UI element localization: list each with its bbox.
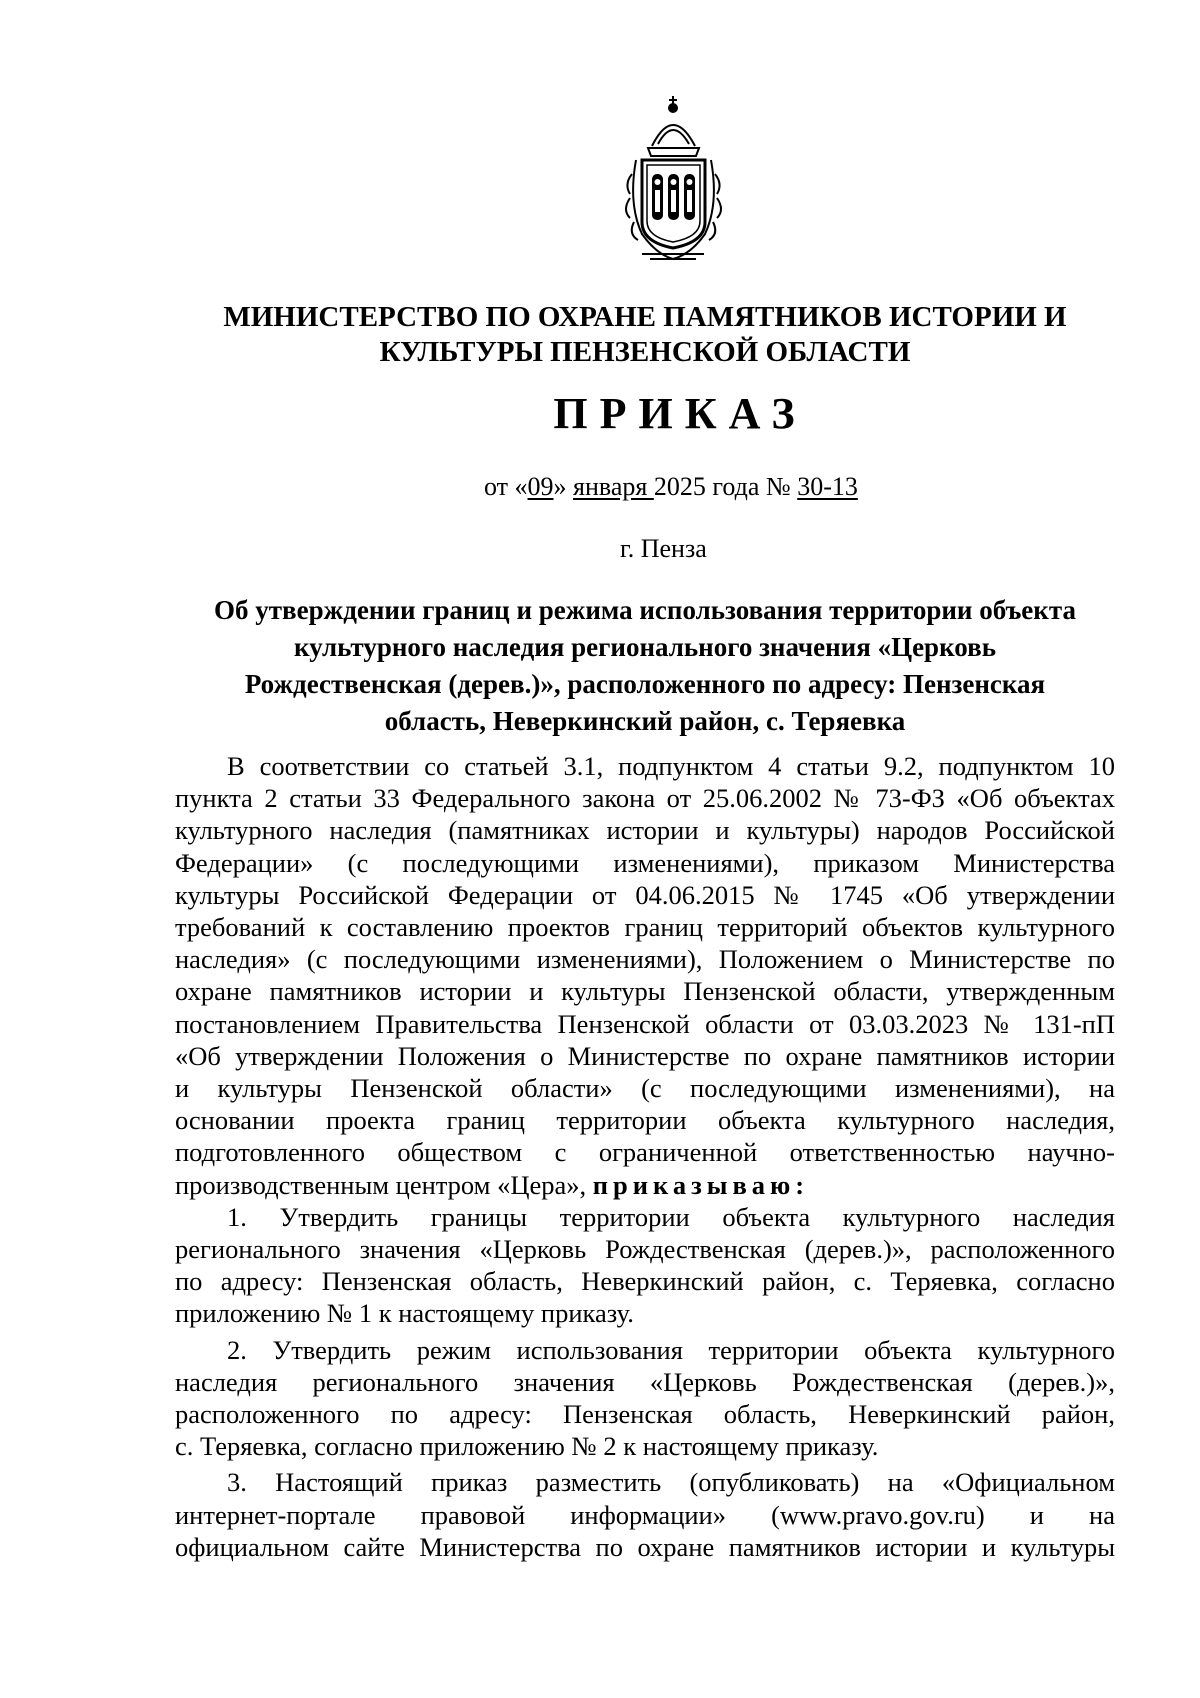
subject-line: Об утверждении границ и режима использования территории объекта: [214, 595, 1076, 625]
item-line: интернет-портале правовой информации» (www.pravo.gov.ru) и на: [175, 1499, 1115, 1530]
item-line: 3. Настоящий приказ разместить (опубликовать) на «Официальном: [227, 1467, 1115, 1498]
document-number: 30-13: [797, 472, 858, 501]
subject-line: область, Неверкинский район, с. Теряевка: [384, 706, 906, 736]
preamble-line: охране памятников истории и культуры Пензенской области, утвержденным: [175, 976, 1115, 1007]
subject-line: Рождественская (дерев.)», расположенного по адресу: Пензенская: [244, 669, 1046, 699]
date-year: 2025 года №: [653, 472, 798, 501]
preamble-line: постановлением Правительства Пензенской области от 03.03.2023 № 131-пП: [175, 1008, 1115, 1039]
city: г. Пенза: [620, 534, 707, 563]
preamble-line: пункта 2 статьи 33 Федерального закона от 25.06.2002 № 73-ФЗ «Об объектах: [175, 783, 1115, 814]
item-line: наследия регионального значения «Церковь Рождественская (дерев.)»,: [175, 1366, 1115, 1397]
preamble-line: наследия» (с последующими изменениями), Положением о Министерстве по: [175, 944, 1115, 975]
preamble-last-text: производственным центром «Цера»,: [175, 1169, 593, 1200]
preamble-line: подготовленного обществом с ограниченной ответственностью научно-: [175, 1137, 1115, 1168]
date-prefix: от «: [484, 472, 528, 501]
document-type-title: ПРИКАЗ: [553, 389, 807, 438]
subject-line: культурного наследия регионального значения «Церковь: [294, 632, 996, 662]
preamble-line: В соответствии со статьей 3.1, подпунктом 4 статьи 9.2, подпунктом 10: [227, 751, 1115, 781]
order-item-1: [175, 1201, 1115, 1330]
coat-of-arms-emblem: [622, 94, 725, 264]
ministry-name-line-2: КУЛЬТУРЫ ПЕНЗЕНСКОЙ ОБЛАСТИ: [379, 336, 911, 368]
order-item-2: [175, 1334, 1115, 1463]
item-line: регионального значения «Церковь Рождественская (дерев.)», расположенного: [175, 1234, 1115, 1265]
preamble-line: культурного наследия (памятниках истории и культуры) народов Российской: [175, 815, 1115, 846]
preamble-line: культуры Российской Федерации от 04.06.2015 № 1745 «Об утверждении: [175, 879, 1115, 910]
date-month: января: [573, 472, 654, 501]
order-keyword: приказываю:: [592, 1169, 810, 1200]
order-item-3: [175, 1466, 1115, 1563]
preamble-line: «Об утверждении Положения о Министерстве по охране памятников истории: [175, 1040, 1115, 1071]
preamble-line: требований к составлению проектов границ территорий объектов культурного: [175, 912, 1115, 943]
date-mid: »: [553, 472, 574, 501]
item-line: с. Теряевка, согласно приложению № 2 к настоящему приказу.: [175, 1431, 879, 1462]
preamble-line: Федерации» (с последующими изменениями), приказом Министерства: [175, 847, 1115, 878]
preamble-line: [175, 1169, 1115, 1201]
preamble-line: основании проекта границ территории объекта культурного наследия,: [175, 1105, 1115, 1136]
item-line: приложению № 1 к настоящему приказу.: [175, 1298, 634, 1329]
item-line: 2. Утвердить режим использования территории объекта культурного: [227, 1334, 1115, 1365]
item-line: расположенного по адресу: Пензенская область, Неверкинский район,: [175, 1399, 1115, 1430]
order-body: [175, 750, 1115, 1563]
order-subject: [170, 592, 1120, 740]
preamble-line: и культуры Пензенской области» (с последующими изменениями), на: [175, 1073, 1115, 1104]
preamble-paragraph: [175, 750, 1115, 1201]
item-line: по адресу: Пензенская область, Неверкинский район, с. Теряевка, согласно: [175, 1266, 1115, 1297]
order-date-number: [484, 472, 858, 502]
date-day: 09: [527, 472, 554, 501]
item-line: 1. Утвердить границы территории объекта культурного наследия: [227, 1201, 1115, 1232]
ministry-name: [170, 300, 1120, 370]
ministry-name-line-1: МИНИСТЕРСТВО ПО ОХРАНЕ ПАМЯТНИКОВ ИСТОРИИ И: [223, 301, 1067, 333]
item-line: официальном сайте Министерства по охране памятников истории и культуры: [175, 1531, 1115, 1562]
